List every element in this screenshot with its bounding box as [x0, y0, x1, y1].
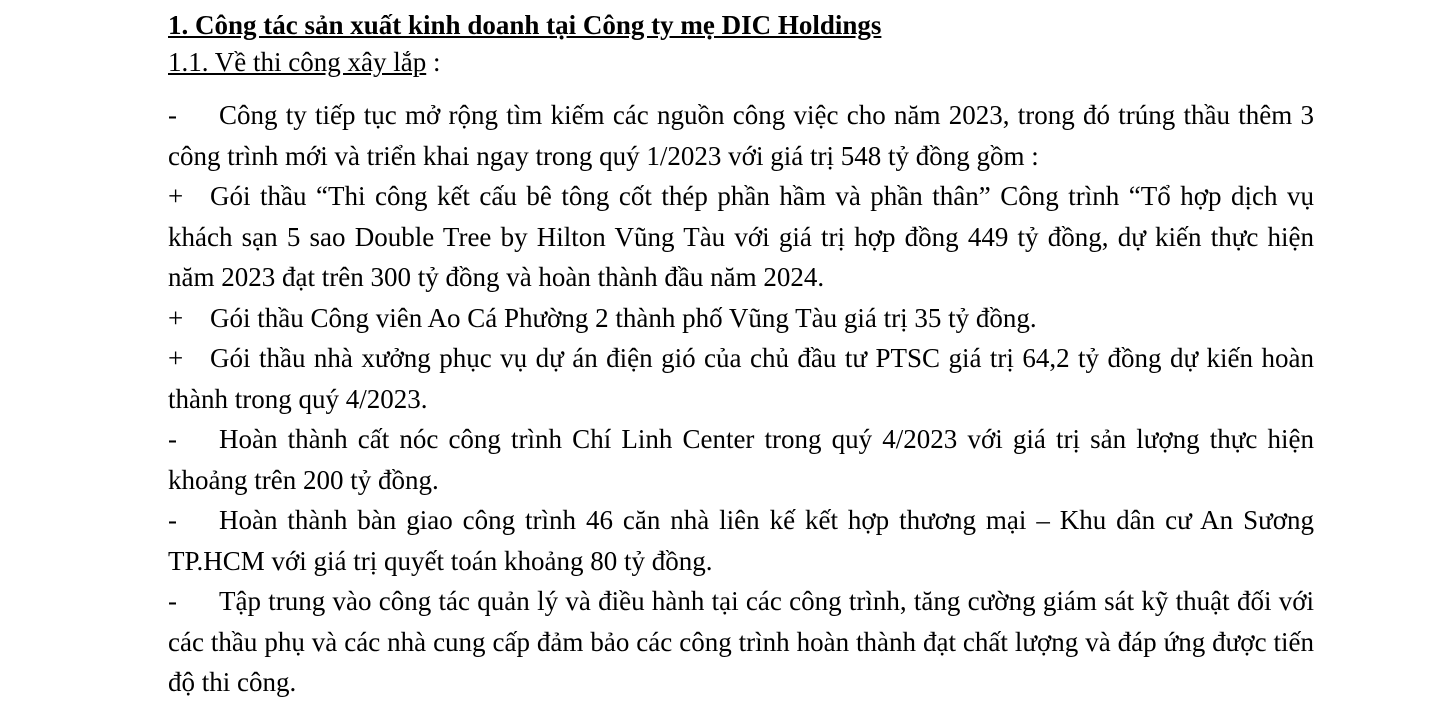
paragraph-chi-linh-center [168, 419, 1314, 500]
paragraph-hilton-package [168, 176, 1314, 298]
paragraph-text: Gói thầu “Thi công kết cấu bê tông cốt thép phần hầm và phần thân” Công trình “Tổ hợp dịch vụ khách sạn 5 sao Double Tree by Hilton Vũng Tàu với giá trị hợp đồng 449 tỷ đồng, dự kiến thực hiện năm 2023 đạt trên 300 tỷ đồng và hoàn thành đầu năm 2024. [168, 181, 1314, 292]
paragraph-text: Công ty tiếp tục mở rộng tìm kiếm các nguồn công việc cho năm 2023, trong đó trúng thầu thêm 3 công trình mới và triển khai ngay trong quý 1/2023 với giá trị 548 tỷ đồng gồm : [168, 100, 1314, 171]
subheading-suffix: : [426, 47, 441, 77]
paragraph-an-suong-handover [168, 500, 1314, 581]
plus-bullet: + [168, 343, 184, 373]
section-heading: 1. Công tác sản xuất kinh doanh tại Công ty mẹ DIC Holdings [168, 10, 882, 40]
dash-bullet: - [168, 100, 177, 130]
document-page [168, 0, 1314, 703]
paragraph-text: Tập trung vào công tác quản lý và điều hành tại các công trình, tăng cường giám sát kỹ thuật đối với các thầu phụ và các nhà cung cấp đảm bảo các công trình hoàn thành đạt chất lượng và đáp ứng được tiến độ thi công. [168, 586, 1314, 697]
plus-bullet: + [168, 302, 184, 333]
dash-bullet: - [168, 586, 177, 616]
paragraph-park-package [168, 298, 1314, 339]
subheading-text: 1.1. Về thi công xây lắp [168, 47, 427, 77]
dash-bullet: - [168, 424, 177, 454]
dash-bullet: - [168, 505, 177, 535]
paragraph-factory-package [168, 338, 1314, 419]
paragraph-text: Gói thầu nhà xưởng phục vụ dự án điện gió của chủ đầu tư PTSC giá trị 64,2 tỷ đồng dự kiến hoàn thành trong quý 4/2023. [168, 343, 1314, 414]
paragraph-text: Hoàn thành cất nóc công trình Chí Linh Center trong quý 4/2023 với giá trị sản lượng thực hiện khoảng trên 200 tỷ đồng. [168, 424, 1314, 495]
paragraph-text: Gói thầu Công viên Ao Cá Phường 2 thành phố Vũng Tàu giá trị 35 tỷ đồng. [210, 302, 1037, 333]
paragraph-new-contracts [168, 95, 1314, 176]
section-subheading [168, 44, 1314, 80]
paragraph-management-focus [168, 581, 1314, 703]
paragraph-text: Hoàn thành bàn giao công trình 46 căn nhà liên kế kết hợp thương mại – Khu dân cư An Sương TP.HCM với giá trị quyết toán khoảng 80 tỷ đồng. [168, 505, 1314, 576]
plus-bullet: + [168, 181, 184, 211]
